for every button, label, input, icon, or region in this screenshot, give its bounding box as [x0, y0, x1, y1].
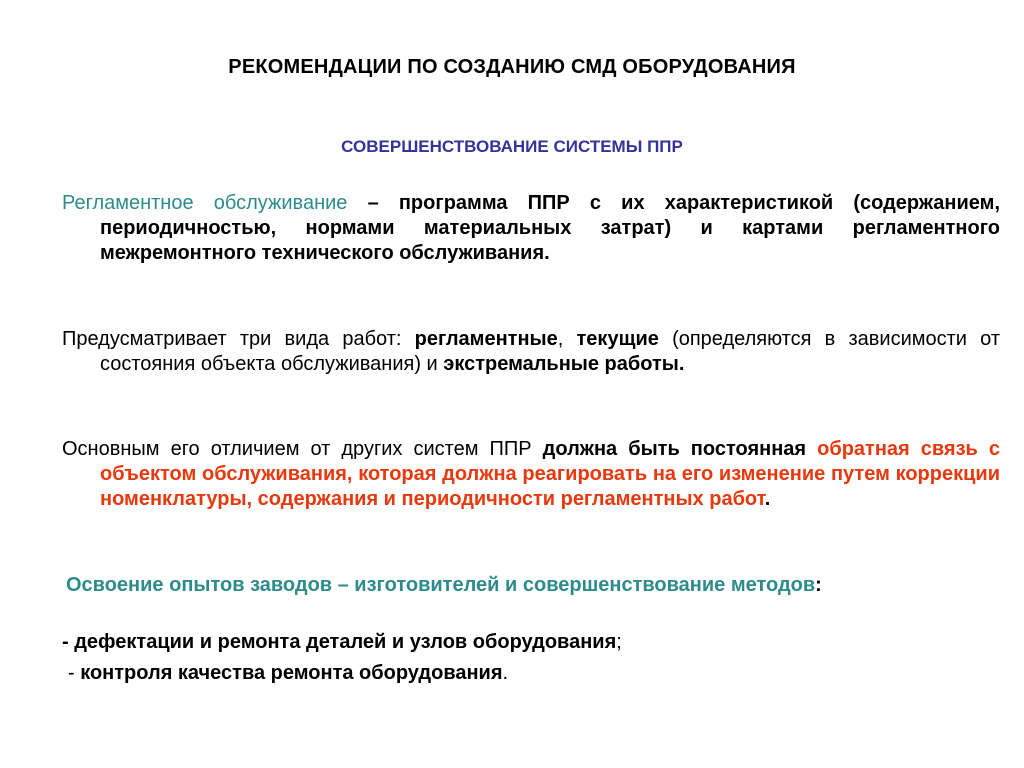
p3-red: обратная связь с объектом обслуживания, которая должна реагировать на его изменение путем коррекции номенклатуры, содержания и периодичности регламентных работ [100, 438, 1001, 510]
p2-t2: , [557, 328, 577, 350]
p3-end: . [764, 488, 771, 510]
item1-text: дефектации и ремонта деталей и узлов оборудования [74, 631, 617, 653]
slide-subtitle: СОВЕРШЕНСТВОВАНИЕ СИСТЕМЫ ППР [341, 137, 683, 156]
p3-t1: Основным его отличием от других систем ППР [62, 438, 543, 460]
item1-dash: - [62, 631, 75, 653]
list-item-quality [68, 661, 508, 686]
item2-dash: - [68, 662, 81, 684]
list-item-defect [62, 630, 622, 655]
p2-t3: (определяются в зависимости от состояния объекта обслуживания) и [100, 328, 1001, 375]
p2-b1: регламентные [414, 328, 558, 350]
paragraph-work-types [62, 327, 1000, 377]
p4-colon: : [815, 574, 822, 596]
item2-text: контроля качества ремонта оборудования [80, 662, 503, 684]
term-reglament: Регламентное обслуживание [62, 192, 348, 214]
p3-b1: должна быть постоянная [542, 438, 807, 460]
paragraph-reglament [62, 191, 1000, 266]
p1-text: – программа ППР с их характеристикой (содержанием, периодичностью, нормами материальных затрат) и картами регламентного межремонтного технического обслуживания. [100, 192, 1000, 264]
item2-end: . [502, 662, 509, 684]
slide-title: РЕКОМЕНДАЦИИ ПО СОЗДАНИЮ СМД ОБОРУДОВАНИЯ [228, 56, 796, 78]
p2-b2: текущие [576, 328, 659, 350]
paragraph-methods [66, 573, 1000, 598]
p2-t1: Предусматривает три вида работ: [62, 328, 415, 350]
paragraph-difference [62, 437, 1000, 512]
p4-text: Освоение опытов заводов – изготовителей и совершенствование методов [66, 574, 816, 596]
p2-b3: экстремальные работы. [443, 353, 685, 375]
item1-end: ; [616, 631, 622, 653]
